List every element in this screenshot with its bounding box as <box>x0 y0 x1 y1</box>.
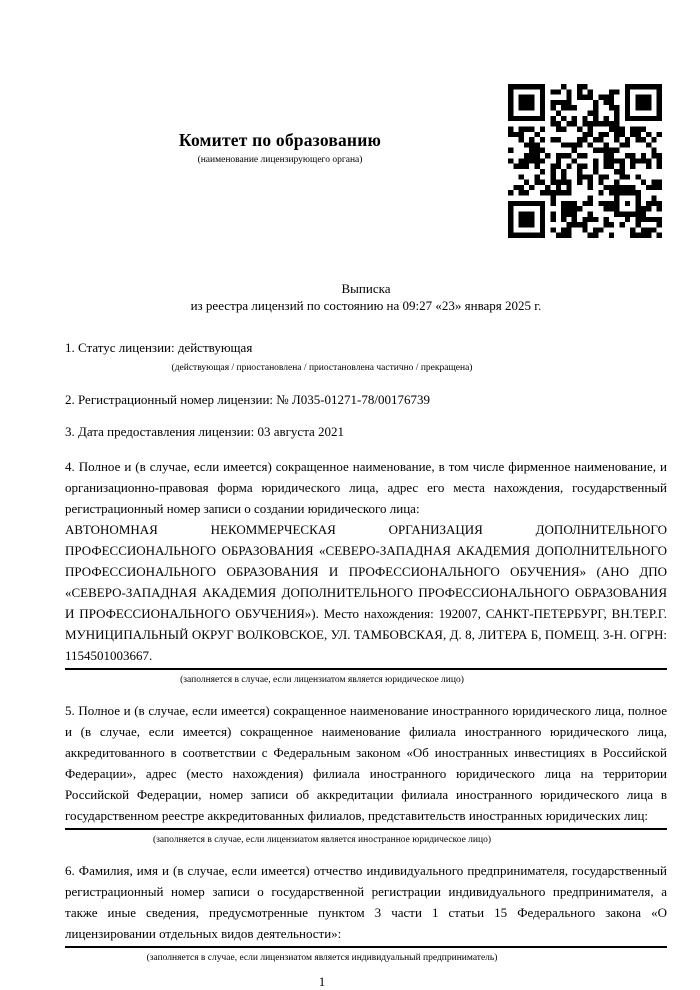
licensing-authority-caption: (наименование лицензирующего органа) <box>197 155 363 165</box>
license-grant-date-line: 3. Дата предоставления лицензии: 03 августа 2021 <box>65 424 345 439</box>
document-subtitle: из реестра лицензий по состоянию на 09:27 «23» января 2025 г. <box>190 298 542 313</box>
item5-paragraph: 5. Полное и (в случае, если имеется) сокращенное наименование иностранного юридического лица, полное и (в случае, если имеется) сокращенное наименование филиала иностранного юридического лица, аккредитованного в соответствии с Федеральным законом «Об иностранных инвестициях в Российской Федерации», адрес (место нахождения) филиала иностранного юридического лица на территории Российской Федерации, номер записи об аккредитации филиала иностранного юридического лица в государственном реестре аккредитованных филиалов, представительств иностранных юридических лиц: <box>65 703 667 823</box>
license-registration-number-line: 2. Регистрационный номер лицензии: № Л035-01271-78/00176739 <box>65 392 431 407</box>
item4-licensee-name-paragraph: АВТОНОМНАЯ НЕКОММЕРЧЕСКАЯ ОРГАНИЗАЦИЯ ДОПОЛНИТЕЛЬНОГО ПРОФЕССИОНАЛЬНОГО ОБРАЗОВАНИЯ «СЕВЕРО-ЗАПАДНАЯ АКАДЕМИЯ ДОПОЛНИТЕЛЬНОГО ПРОФЕССИОНАЛЬНОГО ОБРАЗОВАНИЯ И ПРОФЕССИОНАЛЬНОГО ОБУЧЕНИЯ» (АНО ДПО «СЕВЕРО-ЗАПАДНАЯ АКАДЕМИЯ ДОПОЛНИТЕЛЬНОГО ПРОФЕССИОНАЛЬНОГО ОБРАЗОВАНИЯ И ПРОФЕССИОНАЛЬНОГО ОБУЧЕНИЯ»). Место нахождения: 192007, САНКТ-ПЕТЕРБУРГ, ВН.ТЕР.Г. МУНИЦИПАЛЬНЫЙ ОКРУГ ВОЛКОВСКОЕ, УЛ. ТАМБОВСКАЯ, Д. 8, ЛИТЕРА Б, ПОМЕЩ. 3-Н. ОГРН: 1154501003667. <box>65 522 667 663</box>
item5-fill-note: (заполняется в случае, если лицензиатом является иностранное юридическое лицо) <box>153 835 491 845</box>
item4-fill-note: (заполняется в случае, если лицензиатом является юридическое лицо) <box>180 675 464 685</box>
document-title: Выписка <box>341 281 391 296</box>
page-number: 1 <box>318 974 326 989</box>
item6-fill-note: (заполняется в случае, если лицензиатом является индивидуальный предприниматель) <box>146 953 498 963</box>
item6-paragraph: 6. Фамилия, имя и (в случае, если имеется) отчество индивидуального предпринимателя, государственный регистрационный номер записи о государственной регистрации индивидуального предпринимателя, а также иные сведения, предусмотренные пунктом 3 части 1 статьи 15 Федерального закона «О лицензировании отдельных видов деятельности»: <box>65 863 667 941</box>
item4-intro-paragraph: 4. Полное и (в случае, если имеется) сокращенное наименование, в том числе фирменное наименование, и организационно-правовая форма юридического лица, адрес его места нахождения, государственный регистрационный номер записи о создании юридического лица: <box>65 459 667 516</box>
document-body <box>65 280 667 990</box>
license-status-options-note: (действующая / приостановлена / приостановлена частично / прекращена) <box>171 363 473 373</box>
divider-after-item5 <box>65 828 667 830</box>
document-title-block <box>65 280 667 314</box>
license-status-line: 1. Статус лицензии: действующая <box>65 340 253 355</box>
divider-after-item6 <box>65 946 667 948</box>
divider-after-item4 <box>65 668 667 670</box>
licensing-authority-name: Комитет по образованию <box>178 130 382 150</box>
document-header <box>65 130 495 165</box>
qr-code-icon <box>508 84 662 238</box>
